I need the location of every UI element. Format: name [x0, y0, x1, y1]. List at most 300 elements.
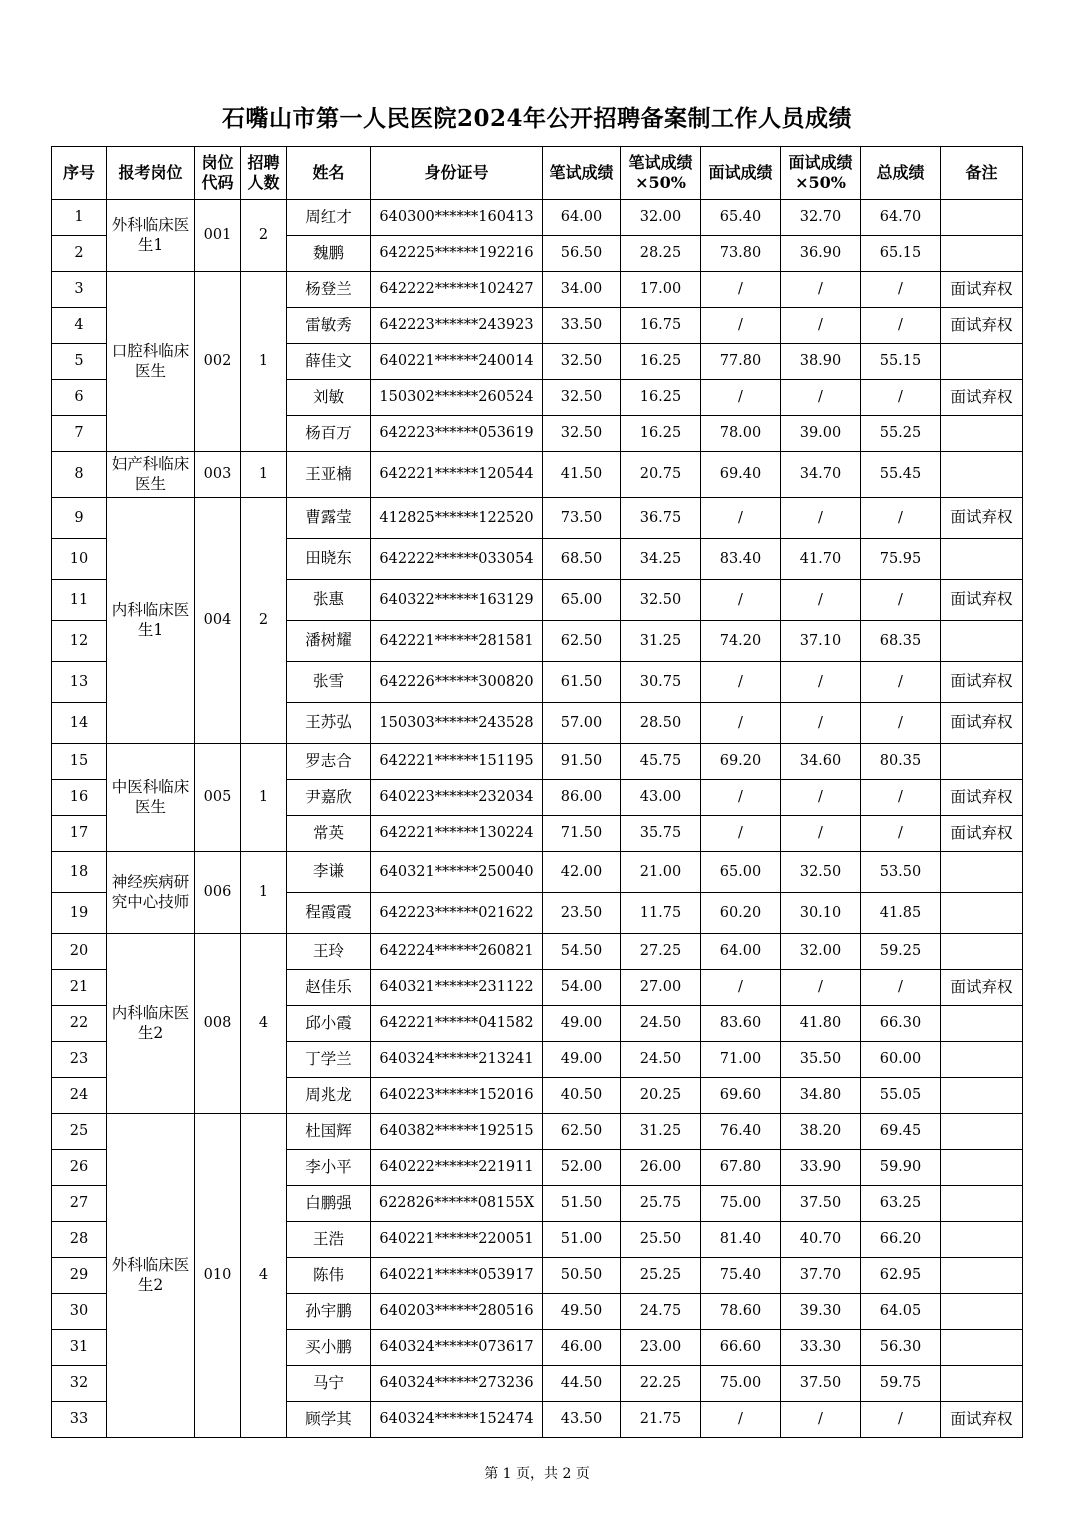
cell-interview-score: /: [701, 1402, 781, 1438]
cell-name: 陈伟: [287, 1258, 371, 1294]
cell-no: 6: [52, 380, 107, 416]
cell-written-score: 49.00: [543, 1006, 621, 1042]
cell-name: 杨百万: [287, 416, 371, 452]
cell-interview-score: 78.60: [701, 1294, 781, 1330]
cell-id-number: 412825******122520: [371, 498, 543, 539]
cell-interview-score: /: [701, 816, 781, 852]
cell-interview-score: /: [701, 272, 781, 308]
cell-total-score: 65.15: [861, 236, 941, 272]
cell-id-number: 622826******08155X: [371, 1186, 543, 1222]
cell-written-score-half: 30.75: [621, 662, 701, 703]
cell-written-score-half: 31.25: [621, 1114, 701, 1150]
table-header-row: [52, 147, 1023, 200]
cell-note: [941, 852, 1023, 893]
cell-written-score-half: 26.00: [621, 1150, 701, 1186]
cell-count: 2: [241, 498, 287, 744]
cell-total-score: 59.75: [861, 1366, 941, 1402]
cell-written-score-half: 20.25: [621, 1078, 701, 1114]
cell-interview-score: /: [701, 308, 781, 344]
cell-total-score: 64.05: [861, 1294, 941, 1330]
cell-total-score: 69.45: [861, 1114, 941, 1150]
cell-total-score: 41.85: [861, 893, 941, 934]
cell-interview-score: 65.00: [701, 852, 781, 893]
cell-name: 薛佳文: [287, 344, 371, 380]
cell-written-score: 57.00: [543, 703, 621, 744]
cell-written-score-half: 20.75: [621, 452, 701, 498]
cell-code: 004: [195, 498, 241, 744]
cell-interview-score-half: 38.90: [781, 344, 861, 380]
cell-written-score: 32.50: [543, 380, 621, 416]
cell-name: 张惠: [287, 580, 371, 621]
cell-total-score: 56.30: [861, 1330, 941, 1366]
cell-name: 程霞霞: [287, 893, 371, 934]
cell-name: 白鹏强: [287, 1186, 371, 1222]
cell-written-score: 34.00: [543, 272, 621, 308]
cell-interview-score-half: /: [781, 380, 861, 416]
cell-position: 内科临床医生1: [107, 498, 195, 744]
cell-no: 4: [52, 308, 107, 344]
cell-interview-score-half: /: [781, 970, 861, 1006]
cell-id-number: 642223******021622: [371, 893, 543, 934]
cell-written-score: 64.00: [543, 200, 621, 236]
cell-no: 7: [52, 416, 107, 452]
cell-name: 王浩: [287, 1222, 371, 1258]
cell-interview-score-half: 37.70: [781, 1258, 861, 1294]
cell-interview-score-half: /: [781, 272, 861, 308]
cell-position: 神经疾病研究中心技师: [107, 852, 195, 934]
cell-note: [941, 236, 1023, 272]
cell-no: 17: [52, 816, 107, 852]
table-row: [52, 744, 1023, 780]
cell-written-score: 91.50: [543, 744, 621, 780]
cell-written-score: 68.50: [543, 539, 621, 580]
col-header-interview: 面试成绩: [701, 147, 781, 200]
cell-no: 13: [52, 662, 107, 703]
cell-interview-score: /: [701, 580, 781, 621]
cell-position: 中医科临床医生: [107, 744, 195, 852]
cell-written-score: 46.00: [543, 1330, 621, 1366]
cell-name: 杨登兰: [287, 272, 371, 308]
cell-no: 27: [52, 1186, 107, 1222]
cell-name: 刘敏: [287, 380, 371, 416]
cell-total-score: /: [861, 662, 941, 703]
cell-note: [941, 744, 1023, 780]
table-row: [52, 1114, 1023, 1150]
cell-note: 面试弃权: [941, 662, 1023, 703]
cell-interview-score: /: [701, 780, 781, 816]
cell-name: 潘树耀: [287, 621, 371, 662]
cell-id-number: 640382******192515: [371, 1114, 543, 1150]
cell-no: 12: [52, 621, 107, 662]
cell-written-score: 32.50: [543, 344, 621, 380]
cell-no: 20: [52, 934, 107, 970]
cell-written-score: 65.00: [543, 580, 621, 621]
cell-note: [941, 1150, 1023, 1186]
col-header-total: 总成绩: [861, 147, 941, 200]
cell-interview-score: 77.80: [701, 344, 781, 380]
cell-written-score-half: 36.75: [621, 498, 701, 539]
cell-code: 002: [195, 272, 241, 452]
cell-written-score: 52.00: [543, 1150, 621, 1186]
cell-no: 8: [52, 452, 107, 498]
cell-id-number: 640324******073617: [371, 1330, 543, 1366]
cell-id-number: 642221******281581: [371, 621, 543, 662]
cell-written-score: 33.50: [543, 308, 621, 344]
cell-name: 邱小霞: [287, 1006, 371, 1042]
cell-total-score: 64.70: [861, 200, 941, 236]
cell-position: 口腔科临床医生: [107, 272, 195, 452]
cell-note: [941, 621, 1023, 662]
cell-interview-score: 65.40: [701, 200, 781, 236]
cell-interview-score-half: 32.70: [781, 200, 861, 236]
cell-note: [941, 934, 1023, 970]
cell-note: [941, 1366, 1023, 1402]
cell-written-score: 51.50: [543, 1186, 621, 1222]
cell-interview-score: 83.40: [701, 539, 781, 580]
cell-interview-score-half: 33.90: [781, 1150, 861, 1186]
cell-interview-score-half: 33.30: [781, 1330, 861, 1366]
cell-written-score: 71.50: [543, 816, 621, 852]
cell-note: [941, 1042, 1023, 1078]
cell-name: 王玲: [287, 934, 371, 970]
cell-name: 孙宇鹏: [287, 1294, 371, 1330]
cell-interview-score-half: 34.80: [781, 1078, 861, 1114]
cell-written-score-half: 16.25: [621, 380, 701, 416]
cell-written-score-half: 24.75: [621, 1294, 701, 1330]
cell-written-score: 51.00: [543, 1222, 621, 1258]
cell-total-score: 59.25: [861, 934, 941, 970]
cell-count: 2: [241, 200, 287, 272]
table-row: [52, 934, 1023, 970]
cell-written-score-half: 35.75: [621, 816, 701, 852]
cell-note: [941, 1330, 1023, 1366]
cell-written-score: 62.50: [543, 1114, 621, 1150]
cell-note: 面试弃权: [941, 580, 1023, 621]
table-row: [52, 200, 1023, 236]
cell-count: 1: [241, 744, 287, 852]
cell-written-score-half: 21.75: [621, 1402, 701, 1438]
cell-written-score: 40.50: [543, 1078, 621, 1114]
cell-id-number: 640324******152474: [371, 1402, 543, 1438]
cell-code: 008: [195, 934, 241, 1114]
cell-total-score: /: [861, 380, 941, 416]
cell-name: 常英: [287, 816, 371, 852]
cell-interview-score: 75.00: [701, 1186, 781, 1222]
cell-no: 22: [52, 1006, 107, 1042]
page-title: 石嘴山市第一人民医院2024年公开招聘备案制工作人员成绩: [221, 105, 852, 132]
cell-name: 马宁: [287, 1366, 371, 1402]
cell-id-number: 642222******102427: [371, 272, 543, 308]
cell-no: 32: [52, 1366, 107, 1402]
cell-no: 10: [52, 539, 107, 580]
cell-note: [941, 539, 1023, 580]
cell-note: [941, 1114, 1023, 1150]
cell-interview-score: 76.40: [701, 1114, 781, 1150]
cell-id-number: 642225******192216: [371, 236, 543, 272]
cell-id-number: 150303******243528: [371, 703, 543, 744]
cell-interview-score-half: /: [781, 1402, 861, 1438]
cell-written-score: 86.00: [543, 780, 621, 816]
page-footer: 第 1 页，共 2 页: [484, 1466, 590, 1482]
cell-written-score-half: 25.75: [621, 1186, 701, 1222]
cell-note: [941, 893, 1023, 934]
cell-total-score: 55.15: [861, 344, 941, 380]
cell-code: 001: [195, 200, 241, 272]
col-header-code: 岗位代码: [195, 147, 241, 200]
cell-interview-score-half: 34.70: [781, 452, 861, 498]
cell-no: 15: [52, 744, 107, 780]
cell-note: 面试弃权: [941, 970, 1023, 1006]
cell-name: 张雪: [287, 662, 371, 703]
cell-total-score: 66.20: [861, 1222, 941, 1258]
cell-no: 21: [52, 970, 107, 1006]
cell-total-score: 53.50: [861, 852, 941, 893]
cell-position: 外科临床医生2: [107, 1114, 195, 1438]
cell-written-score: 41.50: [543, 452, 621, 498]
table-row: [52, 852, 1023, 893]
cell-written-score-half: 32.00: [621, 200, 701, 236]
cell-no: 29: [52, 1258, 107, 1294]
cell-note: [941, 1294, 1023, 1330]
cell-interview-score: 66.60: [701, 1330, 781, 1366]
cell-interview-score-half: 40.70: [781, 1222, 861, 1258]
cell-written-score-half: 45.75: [621, 744, 701, 780]
cell-note: 面试弃权: [941, 816, 1023, 852]
cell-interview-score-half: /: [781, 580, 861, 621]
col-header-count: 招聘人数: [241, 147, 287, 200]
cell-interview-score-half: /: [781, 498, 861, 539]
cell-interview-score-half: /: [781, 703, 861, 744]
cell-id-number: 640221******240014: [371, 344, 543, 380]
cell-written-score-half: 23.00: [621, 1330, 701, 1366]
cell-code: 006: [195, 852, 241, 934]
cell-note: [941, 452, 1023, 498]
cell-name: 丁学兰: [287, 1042, 371, 1078]
col-header-written: 笔试成绩: [543, 147, 621, 200]
cell-name: 曹露莹: [287, 498, 371, 539]
cell-written-score: 44.50: [543, 1366, 621, 1402]
cell-interview-score: /: [701, 703, 781, 744]
cell-interview-score: /: [701, 970, 781, 1006]
cell-interview-score: 73.80: [701, 236, 781, 272]
cell-total-score: /: [861, 308, 941, 344]
cell-id-number: 640322******163129: [371, 580, 543, 621]
cell-no: 26: [52, 1150, 107, 1186]
cell-written-score: 42.00: [543, 852, 621, 893]
cell-position: 内科临床医生2: [107, 934, 195, 1114]
cell-note: 面试弃权: [941, 1402, 1023, 1438]
cell-interview-score-half: 32.50: [781, 852, 861, 893]
cell-position: 妇产科临床医生: [107, 452, 195, 498]
cell-interview-score: 75.40: [701, 1258, 781, 1294]
cell-count: 4: [241, 934, 287, 1114]
cell-interview-score: 74.20: [701, 621, 781, 662]
cell-id-number: 642221******120544: [371, 452, 543, 498]
cell-no: 33: [52, 1402, 107, 1438]
cell-no: 16: [52, 780, 107, 816]
cell-id-number: 150302******260524: [371, 380, 543, 416]
cell-written-score-half: 21.00: [621, 852, 701, 893]
cell-written-score: 54.00: [543, 970, 621, 1006]
cell-written-score-half: 27.25: [621, 934, 701, 970]
cell-interview-score-half: 38.20: [781, 1114, 861, 1150]
cell-interview-score-half: 39.30: [781, 1294, 861, 1330]
cell-name: 田晓东: [287, 539, 371, 580]
cell-written-score-half: 43.00: [621, 780, 701, 816]
cell-written-score-half: 22.25: [621, 1366, 701, 1402]
cell-interview-score: /: [701, 498, 781, 539]
cell-id-number: 640223******152016: [371, 1078, 543, 1114]
cell-written-score-half: 31.25: [621, 621, 701, 662]
cell-written-score: 49.00: [543, 1042, 621, 1078]
cell-interview-score-half: 36.90: [781, 236, 861, 272]
cell-written-score: 49.50: [543, 1294, 621, 1330]
cell-id-number: 642223******053619: [371, 416, 543, 452]
col-header-position: 报考岗位: [107, 147, 195, 200]
cell-written-score-half: 24.50: [621, 1006, 701, 1042]
cell-name: 王亚楠: [287, 452, 371, 498]
cell-code: 010: [195, 1114, 241, 1438]
cell-written-score: 56.50: [543, 236, 621, 272]
cell-total-score: /: [861, 1402, 941, 1438]
cell-name: 尹嘉欣: [287, 780, 371, 816]
cell-note: 面试弃权: [941, 780, 1023, 816]
cell-total-score: 60.00: [861, 1042, 941, 1078]
cell-no: 9: [52, 498, 107, 539]
cell-id-number: 640222******221911: [371, 1150, 543, 1186]
cell-written-score-half: 16.25: [621, 416, 701, 452]
cell-id-number: 640324******213241: [371, 1042, 543, 1078]
cell-interview-score-half: /: [781, 780, 861, 816]
cell-count: 4: [241, 1114, 287, 1438]
cell-written-score-half: 11.75: [621, 893, 701, 934]
cell-name: 李小平: [287, 1150, 371, 1186]
cell-interview-score-half: 37.10: [781, 621, 861, 662]
cell-written-score-half: 25.50: [621, 1222, 701, 1258]
cell-interview-score-half: 32.00: [781, 934, 861, 970]
cell-total-score: /: [861, 816, 941, 852]
cell-total-score: 75.95: [861, 539, 941, 580]
table-row: [52, 452, 1023, 498]
cell-count: 1: [241, 272, 287, 452]
cell-written-score-half: 17.00: [621, 272, 701, 308]
cell-no: 1: [52, 200, 107, 236]
col-header-interview50: 面试成绩×50%: [781, 147, 861, 200]
cell-note: 面试弃权: [941, 308, 1023, 344]
cell-written-score: 32.50: [543, 416, 621, 452]
cell-written-score: 23.50: [543, 893, 621, 934]
cell-no: 25: [52, 1114, 107, 1150]
cell-count: 1: [241, 452, 287, 498]
cell-interview-score-half: 41.80: [781, 1006, 861, 1042]
results-table: [51, 146, 1023, 1438]
cell-total-score: 55.45: [861, 452, 941, 498]
cell-id-number: 640203******280516: [371, 1294, 543, 1330]
cell-name: 买小鹏: [287, 1330, 371, 1366]
cell-no: 5: [52, 344, 107, 380]
cell-id-number: 640300******160413: [371, 200, 543, 236]
cell-no: 18: [52, 852, 107, 893]
cell-written-score: 43.50: [543, 1402, 621, 1438]
cell-total-score: /: [861, 780, 941, 816]
cell-total-score: 66.30: [861, 1006, 941, 1042]
cell-id-number: 642224******260821: [371, 934, 543, 970]
cell-id-number: 642221******151195: [371, 744, 543, 780]
table-row: [52, 498, 1023, 539]
cell-name: 罗志合: [287, 744, 371, 780]
cell-id-number: 640321******231122: [371, 970, 543, 1006]
cell-interview-score: 69.60: [701, 1078, 781, 1114]
cell-interview-score: 69.20: [701, 744, 781, 780]
cell-note: [941, 1078, 1023, 1114]
cell-total-score: /: [861, 580, 941, 621]
cell-no: 3: [52, 272, 107, 308]
cell-code: 003: [195, 452, 241, 498]
cell-interview-score-half: /: [781, 662, 861, 703]
cell-name: 王苏弘: [287, 703, 371, 744]
cell-interview-score: 83.60: [701, 1006, 781, 1042]
cell-written-score-half: 34.25: [621, 539, 701, 580]
cell-note: 面试弃权: [941, 380, 1023, 416]
cell-total-score: 55.25: [861, 416, 941, 452]
cell-no: 2: [52, 236, 107, 272]
cell-written-score-half: 28.50: [621, 703, 701, 744]
cell-total-score: 55.05: [861, 1078, 941, 1114]
cell-name: 雷敏秀: [287, 308, 371, 344]
col-header-id: 身份证号: [371, 147, 543, 200]
cell-note: 面试弃权: [941, 498, 1023, 539]
cell-note: [941, 344, 1023, 380]
cell-interview-score: 75.00: [701, 1366, 781, 1402]
cell-total-score: /: [861, 703, 941, 744]
cell-id-number: 642221******041582: [371, 1006, 543, 1042]
cell-interview-score-half: 39.00: [781, 416, 861, 452]
cell-id-number: 640221******220051: [371, 1222, 543, 1258]
cell-id-number: 642221******130224: [371, 816, 543, 852]
cell-total-score: 68.35: [861, 621, 941, 662]
cell-name: 周兆龙: [287, 1078, 371, 1114]
cell-interview-score: 64.00: [701, 934, 781, 970]
cell-id-number: 640324******273236: [371, 1366, 543, 1402]
cell-written-score-half: 32.50: [621, 580, 701, 621]
cell-total-score: 59.90: [861, 1150, 941, 1186]
cell-interview-score: 67.80: [701, 1150, 781, 1186]
cell-written-score-half: 16.25: [621, 344, 701, 380]
cell-written-score-half: 28.25: [621, 236, 701, 272]
cell-total-score: 80.35: [861, 744, 941, 780]
cell-written-score-half: 24.50: [621, 1042, 701, 1078]
cell-written-score: 50.50: [543, 1258, 621, 1294]
cell-note: [941, 200, 1023, 236]
cell-name: 李谦: [287, 852, 371, 893]
cell-interview-score: 81.40: [701, 1222, 781, 1258]
cell-position: 外科临床医生1: [107, 200, 195, 272]
cell-interview-score-half: /: [781, 816, 861, 852]
cell-written-score: 54.50: [543, 934, 621, 970]
cell-interview-score-half: 34.60: [781, 744, 861, 780]
cell-interview-score: 60.20: [701, 893, 781, 934]
cell-no: 14: [52, 703, 107, 744]
cell-no: 23: [52, 1042, 107, 1078]
cell-id-number: 640221******053917: [371, 1258, 543, 1294]
cell-note: 面试弃权: [941, 703, 1023, 744]
cell-name: 顾学其: [287, 1402, 371, 1438]
col-header-written50: 笔试成绩×50%: [621, 147, 701, 200]
cell-interview-score: /: [701, 662, 781, 703]
cell-total-score: 62.95: [861, 1258, 941, 1294]
cell-note: [941, 416, 1023, 452]
cell-interview-score-half: /: [781, 308, 861, 344]
